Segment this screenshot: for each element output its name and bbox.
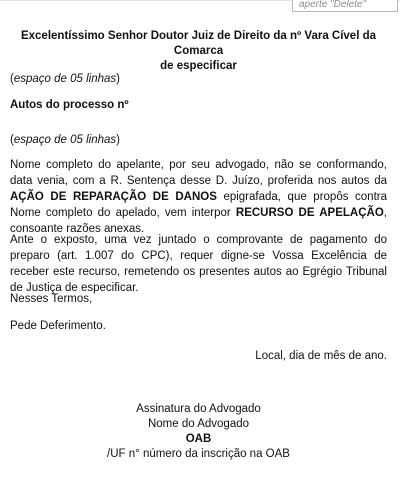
title-line-2: de especificar (160, 60, 237, 72)
appeal-type: RECURSO DE APELAÇÃO (235, 207, 384, 219)
signature-block (10, 402, 387, 462)
spacing-note-2-text: espaço de 05 linhas (13, 134, 117, 146)
spacing-note-1: (espaço de 05 linhas) (10, 73, 120, 85)
delete-hint: aperte "Delete" (292, 0, 398, 12)
signature-line: Assinatura do Advogado (136, 403, 261, 415)
lawyer-name: Nome do Advogado (147, 418, 250, 430)
appeal-text-3: , consoante razões anexas. (10, 207, 387, 235)
request-paragraph: Ante o exposto, uma vez juntado o comprovante de pagamento do preparo (art. 1.007 do CPC), requer digne-se Vossa Excelência de receber este recurso, remetendo os presentes autos ao Egrégio Tribunal de Justiça de especificar. (10, 234, 387, 294)
document-title (10, 29, 387, 74)
title-line-1: Excelentíssimo Senhor Doutor Juiz de Direito da nº Vara Cível da Comarca (20, 30, 377, 57)
case-number-heading: Autos do processo nº (10, 99, 129, 111)
appeal-text-1: Nome completo do apelante, por seu advogado, não se conformando, data venia, com a R. Sentença desse D. Juízo, proferida nos autos da (10, 159, 387, 187)
oab-number: /UF n° número da inscrição na OAB (107, 448, 290, 460)
appeal-text-2: epigrafada, que propôs contra Nome completo do apelado, vem interpor (10, 191, 387, 219)
spacing-note-2: (espaço de 05 linhas) (10, 134, 120, 146)
oab-label: OAB (185, 433, 212, 445)
appeal-paragraph (10, 157, 387, 237)
oab-registration (10, 432, 387, 462)
document-page (10, 29, 387, 460)
spacing-note-1-text: espaço de 05 linhas (13, 73, 117, 85)
place-date: Local, dia de mês de ano. (255, 350, 387, 362)
top-bar (0, 0, 400, 14)
closing-terms: Nesses Termos, (10, 293, 93, 305)
action-name: AÇÃO DE REPARAÇÃO DE DANOS (10, 191, 217, 203)
closing-request: Pede Deferimento. (10, 320, 106, 332)
